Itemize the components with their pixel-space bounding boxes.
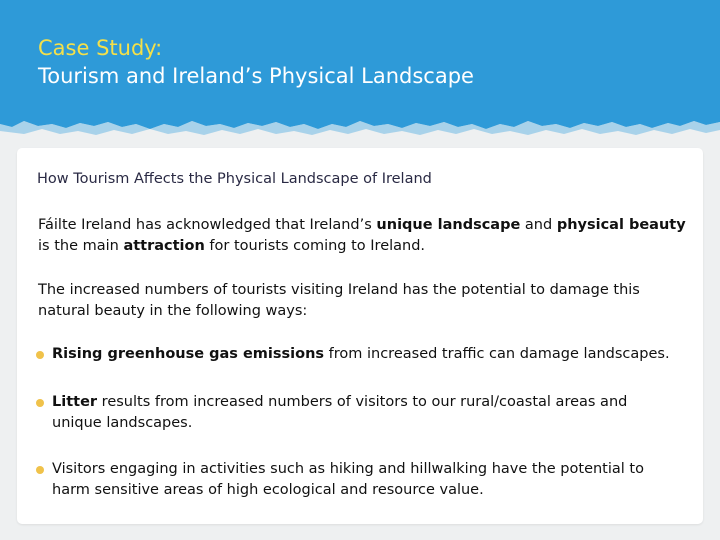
impact-paragraph: The increased numbers of tourists visiting Ireland has the potential to damage this natural beauty in the following ways: — [38, 282, 640, 319]
intro-bold-attraction: attraction — [123, 238, 205, 254]
bullet-dot-icon — [36, 466, 44, 474]
title-banner — [0, 0, 720, 140]
intro-bold-unique-landscape: unique landscape — [376, 217, 521, 233]
bullet-text: from increased traffic can damage landscapes. — [324, 346, 670, 362]
bullet-dot-icon — [36, 399, 44, 407]
intro-paragraph — [38, 215, 688, 257]
section-subtitle: How Tourism Affects the Physical Landscape of Ireland — [37, 171, 432, 187]
intro-text-3: is the main — [38, 238, 124, 254]
bullet-dot-icon — [36, 351, 44, 359]
intro-text-1: Fáilte Ireland has acknowledged that Ireland’s — [38, 217, 377, 233]
list-item — [35, 344, 712, 365]
bullet-bold: Litter — [52, 394, 98, 410]
page-title — [38, 34, 474, 90]
content-card — [17, 148, 703, 524]
bullet-text: results from increased numbers of visitors to our rural/coastal areas and unique landscapes. — [52, 394, 628, 431]
intro-bold-physical-beauty: physical beauty — [556, 217, 686, 233]
bullet-bold: Rising greenhouse gas emissions — [52, 346, 325, 362]
bullet-text: Visitors engaging in activities such as hiking and hillwalking have the potential to harm sensitive areas of high ecological and resource value. — [52, 461, 644, 498]
title-line-1: Case Study: — [38, 36, 163, 60]
list-item — [35, 392, 672, 434]
list-item — [35, 459, 672, 501]
intro-text-2: and — [520, 217, 557, 233]
title-line-2: Tourism and Ireland’s Physical Landscape — [38, 64, 474, 88]
intro-text-4: for tourists coming to Ireland. — [204, 238, 426, 254]
